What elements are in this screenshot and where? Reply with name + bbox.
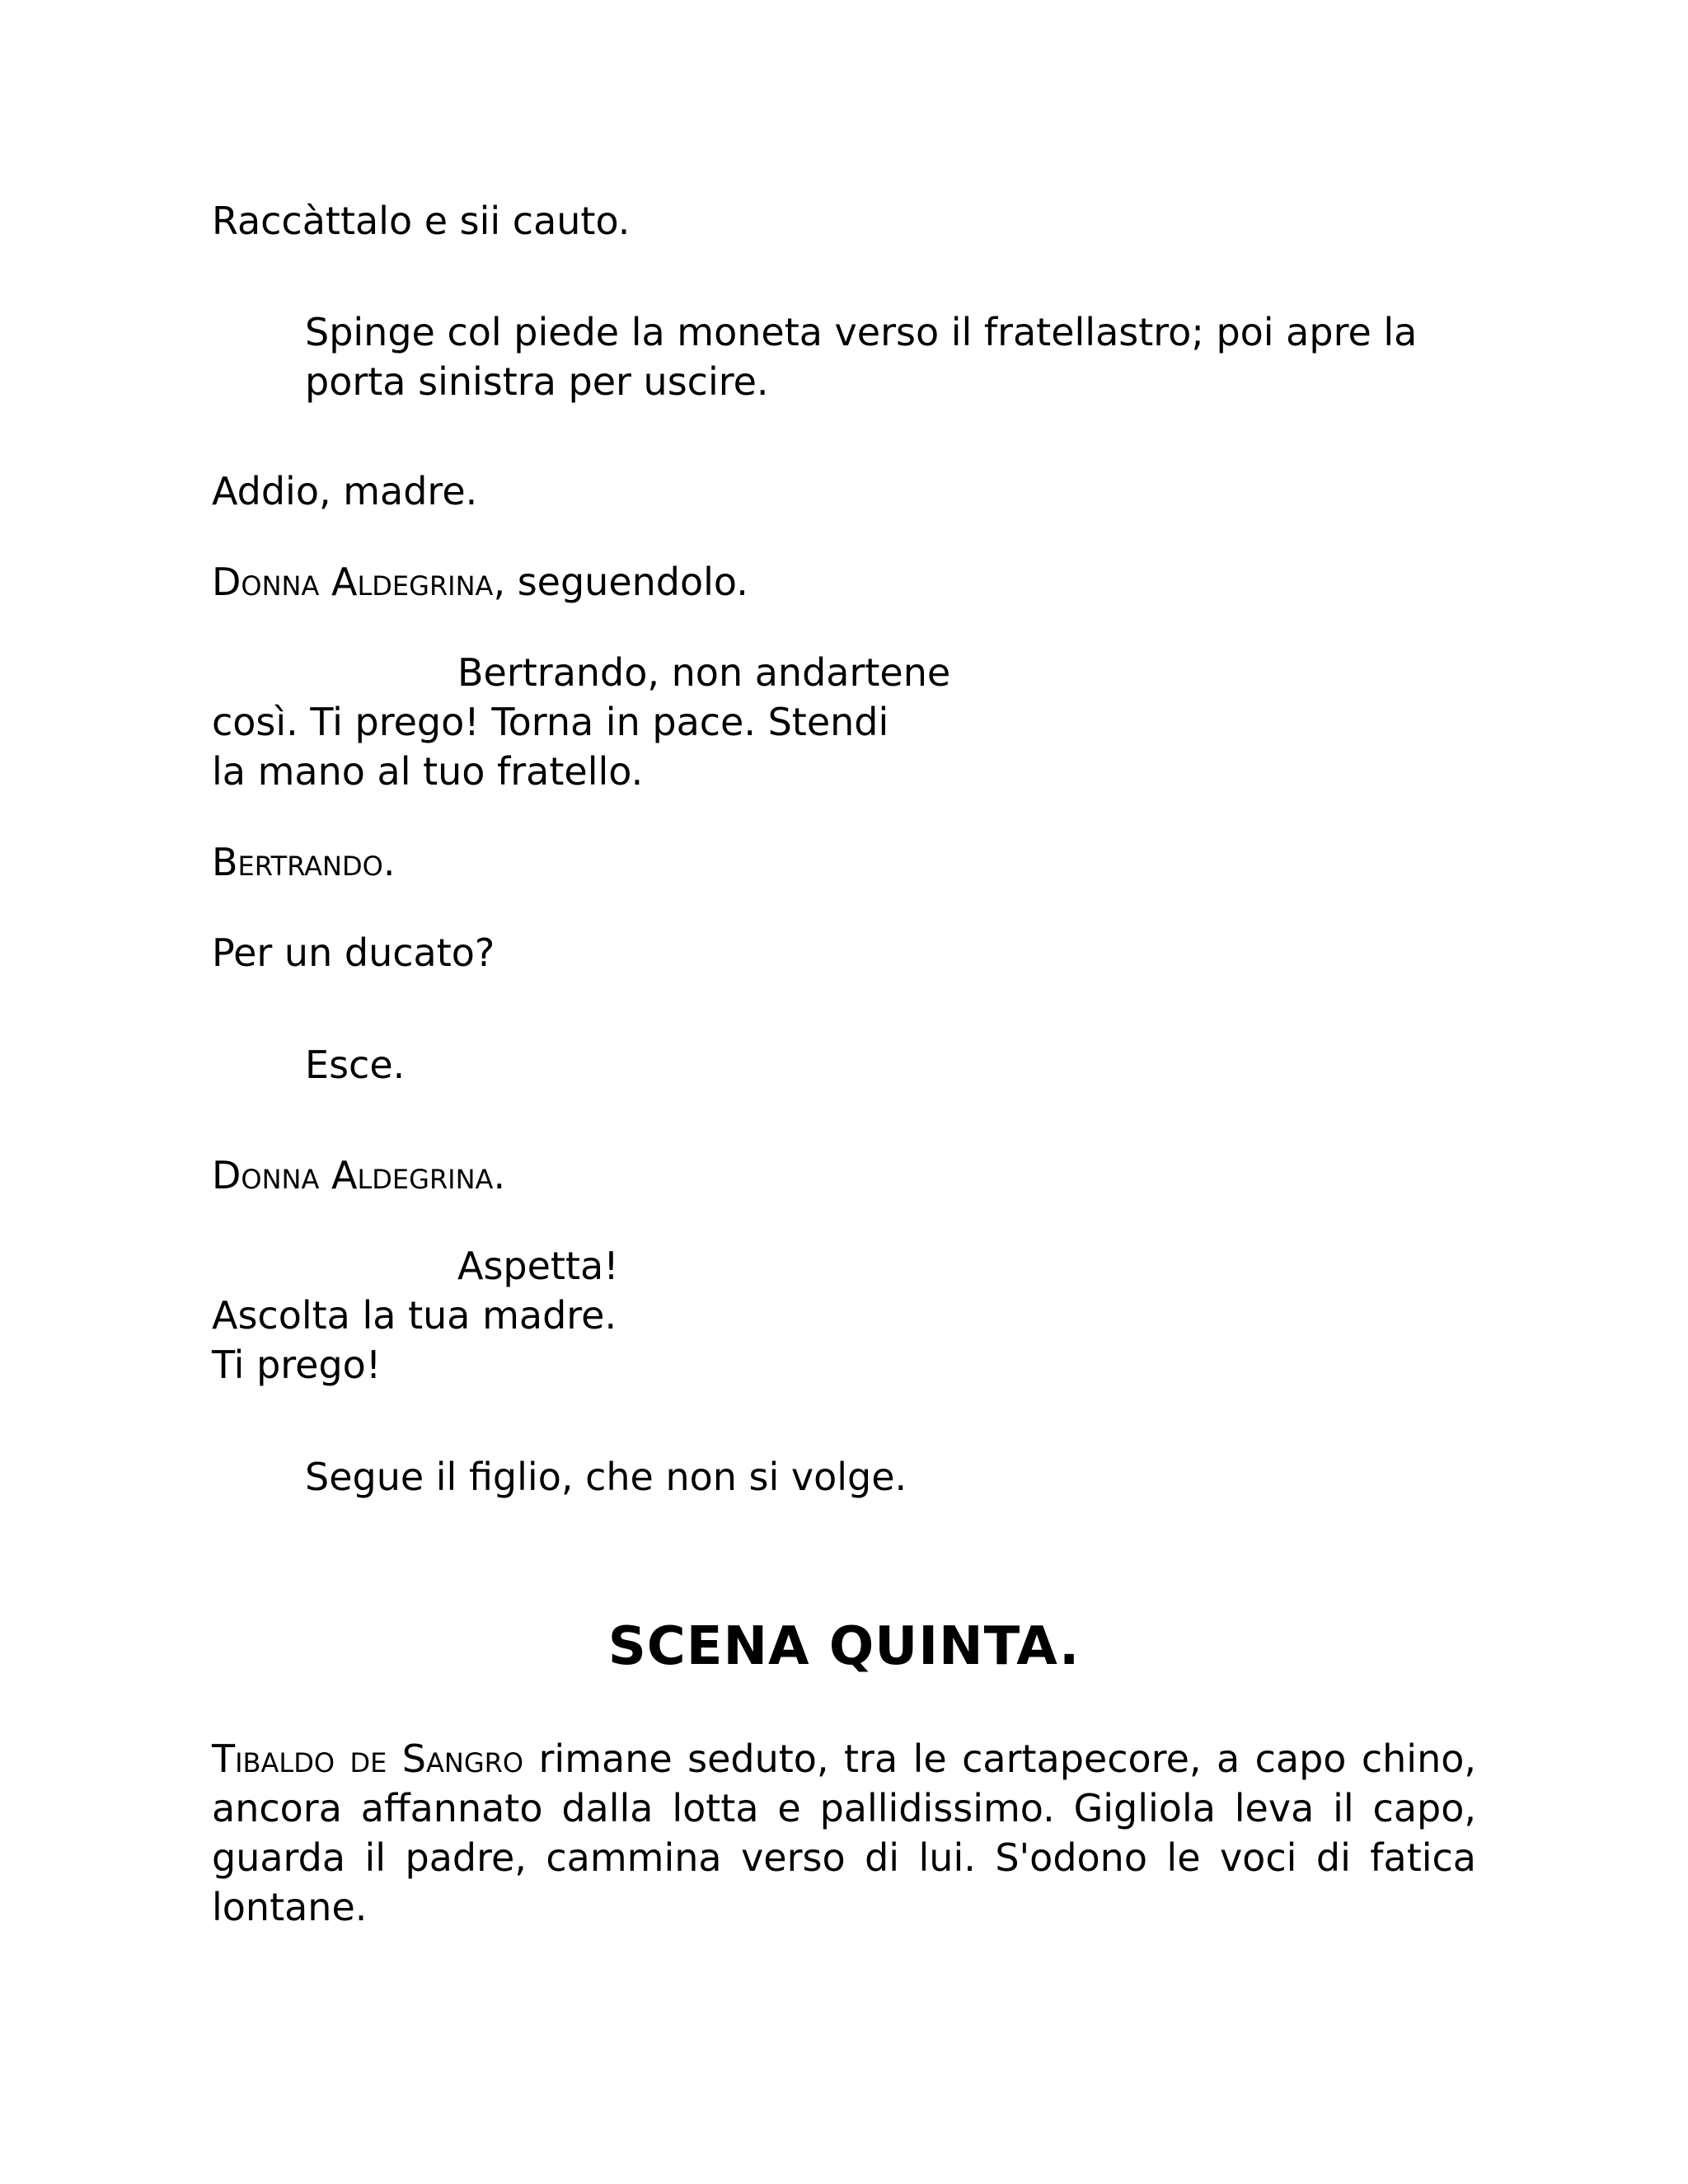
verse-line: Ti prego! <box>212 1343 382 1387</box>
speaker-note: , seguendolo. <box>493 560 748 604</box>
speaker-name: Donna Aldegrina <box>212 560 494 604</box>
verse-line: così. Ti prego! Torna in pace. Stendi <box>212 700 889 744</box>
stage-direction: Esce. <box>305 1043 406 1087</box>
paragraph-line: guarda il padre, cammina verso di lui. S'odono le voci di fatica <box>212 1835 1476 1880</box>
stage-direction: Segue il figlio, che non si volge. <box>305 1455 907 1499</box>
speaker-note: . <box>382 840 396 884</box>
paragraph-line: ancora affannato dalla lotta e pallidissimo. Gigliola leva il capo, <box>212 1786 1476 1830</box>
speaker-heading <box>212 1151 505 1200</box>
speaker-heading <box>212 557 748 607</box>
stage-paragraph <box>212 1734 1476 1932</box>
character-name: Tibaldo de Sangro <box>212 1736 524 1781</box>
speaker-name: Bertrando <box>212 840 383 884</box>
dialogue-line: Per un ducato? <box>212 930 495 975</box>
paragraph-line <box>212 1734 1476 1783</box>
verse-line: Aspetta! <box>457 1244 619 1288</box>
paragraph-line: lontane. <box>212 1885 368 1929</box>
speaker-heading <box>212 837 395 887</box>
verse-line: la mano al tuo fratello. <box>212 749 644 794</box>
stage-direction: Spinge col piede la moneta verso il fratellastro; poi apre la <box>305 310 1418 354</box>
scene-title: SCENA QUINTA. <box>607 1616 1081 1677</box>
stage-direction: porta sinistra per uscire. <box>305 359 769 404</box>
verse-line: Bertrando, non andartene <box>457 650 951 695</box>
paragraph-text: rimane seduto, tra le cartapecore, a capo chino, <box>523 1736 1477 1781</box>
verse-line: Ascolta la tua madre. <box>212 1293 617 1338</box>
dialogue-line: Addio, madre. <box>212 469 478 513</box>
dialogue-line: Raccàttalo e sii cauto. <box>212 199 631 243</box>
speaker-name: Donna Aldegrina <box>212 1153 494 1197</box>
speaker-note: . <box>493 1153 506 1197</box>
